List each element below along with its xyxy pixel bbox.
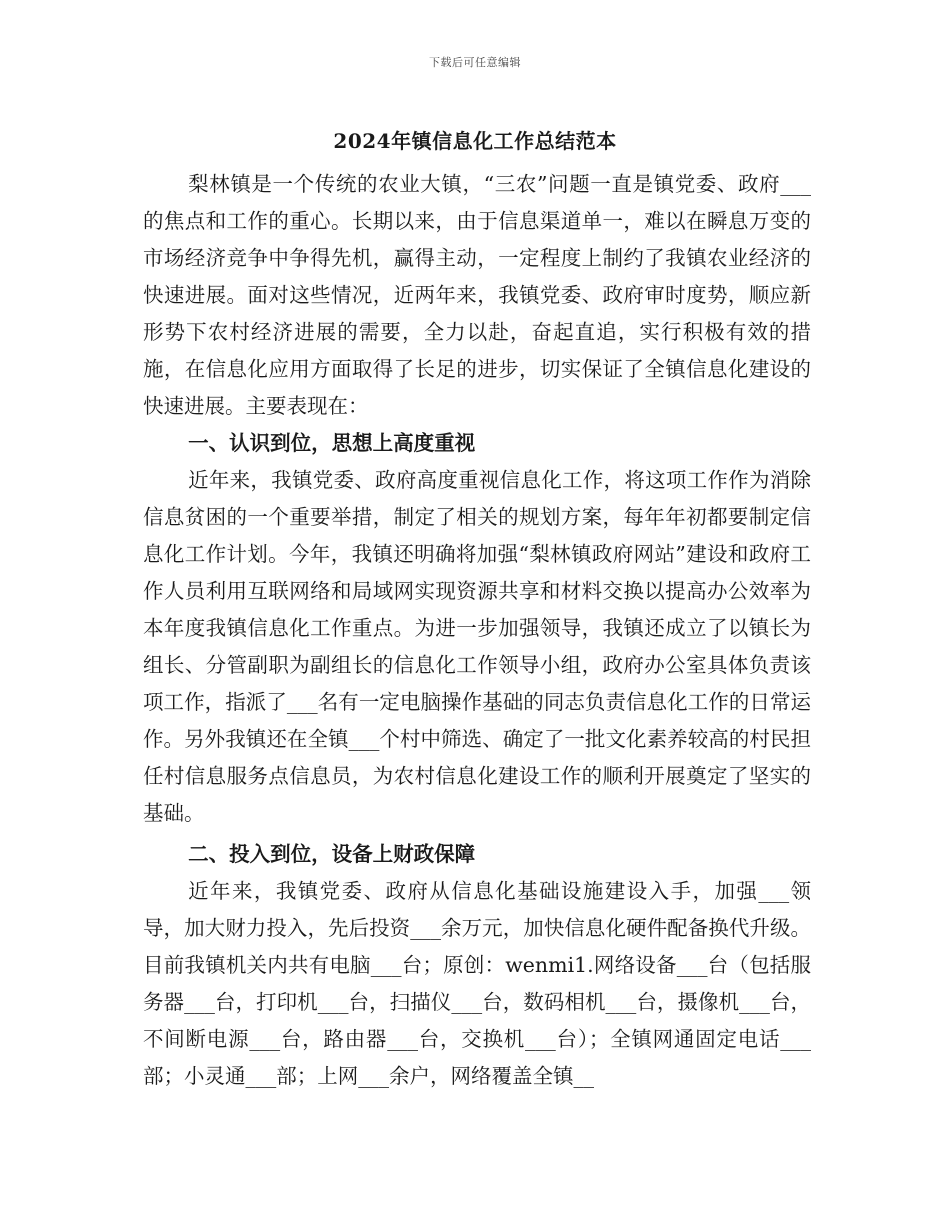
- section-paragraph-2: 近年来，我镇党委、政府从信息化基础设施建设入手，加强___领导，加大财力投入，先后投资___余万元，加快信息化硬件配备换代升级。目前我镇机关内共有电脑___台；原创：wenmi1.网络设备___台（包括服务器___台，打印机___台，扫描仪___台，数码相机___台，摄像机___台，不间断电源___台，路由器___台，交换机___台）；全镇网通固定电话___部；小灵通___部；上网___余户，网络覆盖全镇__: [143, 879, 811, 1088]
- intro-paragraph: 梨林镇是一个传统的农业大镇，“三农”问题一直是镇党委、政府___的焦点和工作的重心。长期以来，由于信息渠道单一，难以在瞬息万变的市场经济竞争中争得先机，赢得主动，一定程度上制约了我镇农业经济的快速进展。面对这些情况，近两年来，我镇党委、政府审时度势，顺应新形势下农村经济进展的需要，全力以赴，奋起直追，实行积极有效的措施，在信息化应用方面取得了长足的进步，切实保证了全镇信息化建设的快速进展。主要表现在：: [143, 172, 811, 418]
- section-paragraph-1: 近年来，我镇党委、政府高度重视信息化工作，将这项工作作为消除信息贫困的一个重要举措，制定了相关的规划方案，每年年初都要制定信息化工作计划。今年，我镇还明确将加强“梨林镇政府网站”建设和政府工作人员利用互联网络和局域网实现资源共享和材料交换以提高办公效率为本年度我镇信息化工作重点。为进一步加强领导，我镇还成立了以镇长为组长、分管副职为副组长的信息化工作领导小组，政府办公室具体负责该项工作，指派了___名有一定电脑操作基础的同志负责信息化工作的日常运作。另外我镇还在全镇___个村中筛选、确定了一批文化素养较高的村民担任村信息服务点信息员，为农村信息化建设工作的顺利开展奠定了坚实的基础。: [143, 468, 811, 825]
- section-heading-2: 二、投入到位，设备上财政保障: [188, 842, 476, 866]
- section-heading-1: 一、认识到位，思想上高度重视: [188, 431, 476, 455]
- document-title: 2024年镇信息化工作总结范本: [333, 129, 617, 153]
- document-body: [143, 166, 811, 1095]
- header-note: 下载后可任意编辑: [429, 56, 521, 69]
